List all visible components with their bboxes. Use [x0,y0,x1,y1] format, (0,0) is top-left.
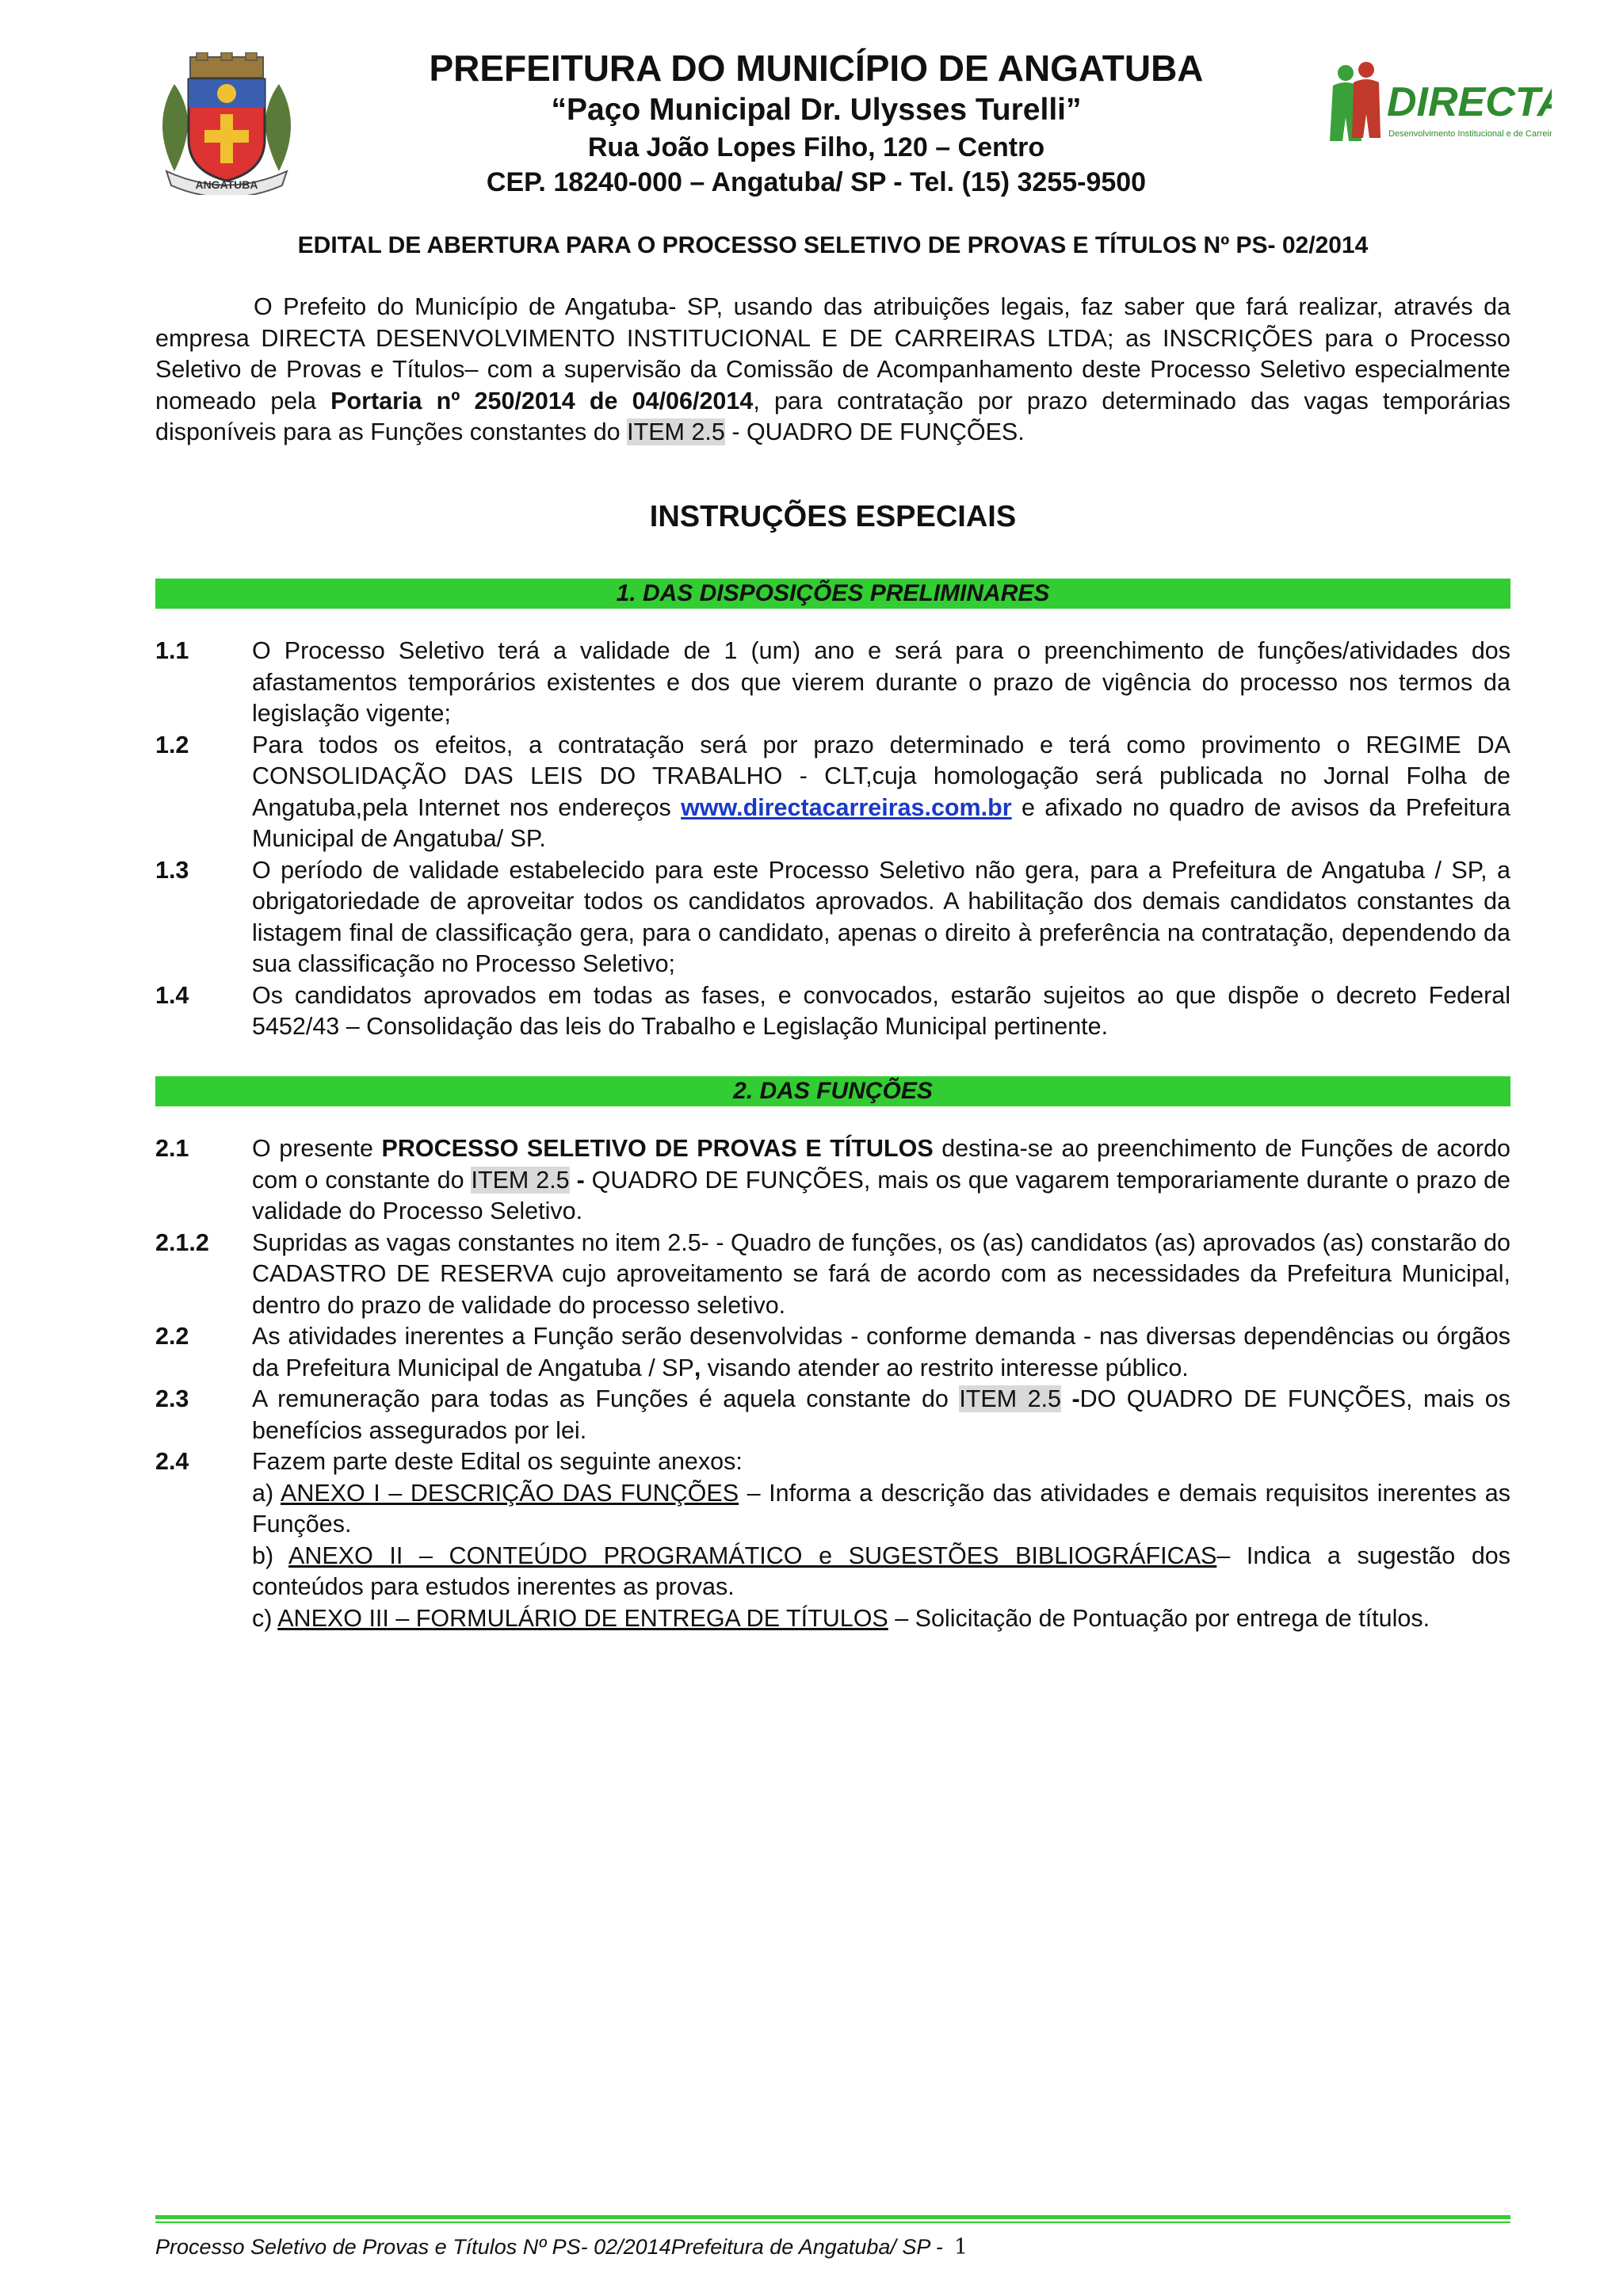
item-text: Fazem parte deste Edital os seguinte anexos: [252,1448,743,1475]
municipality-title: PREFEITURA DO MUNICÍPIO DE ANGATUBA [429,48,1204,89]
list-item [155,855,1510,980]
annex-description: – Informa a descrição das atividades e demais requisitos inerentes as Funções. [252,1479,1510,1538]
page-number: 1 [953,2235,968,2260]
item-text: Para todos os efeitos, a contratação será por prazo determinado e terá como provimento o REGIME DA CONSOLIDAÇÃO DAS LEIS DO TRABALHO - CLT,cuja homologação será publicada no Jornal Folha de Angatuba,pela Internet nos endereços [252,731,1510,821]
item-number: 1.3 [155,856,189,884]
item-bold-dash: - [1061,1385,1080,1412]
instructions-heading: INSTRUÇÕES ESPECIAIS [649,500,1017,533]
annex-title: ANEXO II – CONTEÚDO PROGRAMÁTICO e SUGESTÕES BIBLIOGRÁFICAS [288,1541,1217,1569]
section-1-items [155,636,1510,1043]
item-text: As atividades inerentes a Função serão desenvolvidas - conforme demanda - nas diversas dependências ou órgãos da Prefeitura Municipal de Angatuba / SP [252,1323,1510,1381]
item-2-5-reference: ITEM 2.5 [627,418,725,445]
item-text: A remuneração para todas as Funções é aquela constante do [252,1385,960,1412]
portaria-reference: Portaria nº 250/2014 de 04/06/2014 [330,387,754,415]
edital-title: EDITAL DE ABERTURA PARA O PROCESSO SELETIVO DE PROVAS E TÍTULOS Nº PS- 02/2014 [297,232,1369,258]
intro-text-1: O Prefeito do Município de Angatuba- SP, usando das atribuições legais, faz saber que fará realizar, através da empresa DIRECTA DESENVOLVIMENTO INSTITUCIONAL E DE CARREIRAS LTDA; as INSCRIÇÕES para o Processo Seletivo de Provas e Títulos– com a supervisão da Comissão de Acompanhamento deste Processo Seletivo especialmente nomeado pela [155,293,1510,415]
item-text: O Processo Seletivo terá a validade de 1 (um) ano e será para o preenchimento de funções/atividades dos afastamentos temporários existentes e dos que vierem durante o prazo de vigência do processo nos termos da legislação vigente; [252,637,1510,727]
annex-entry: c) ANEXO III – FORMULÁRIO DE ENTREGA DE TÍTULOS – Solicitação de Pontuação por entrega de títulos. [252,1604,1430,1632]
footer-text: Processo Seletivo de Provas e Títulos Nº PS- 02/2014Prefeitura de Angatuba/ SP - [155,2235,943,2259]
item-2-5-reference: ITEM 2.5 [471,1166,570,1194]
item-number: 2.4 [155,1448,189,1475]
annex-entry: b) ANEXO II – CONTEÚDO PROGRAMÁTICO e SUGESTÕES BIBLIOGRÁFICAS– Indica a sugestão dos conteúdos para estudos inerentes as provas. [252,1541,1511,1600]
item-bold-text: PROCESSO SELETIVO DE PROVAS E TÍTULOS [381,1135,934,1162]
item-number: 1.4 [155,981,189,1009]
item-text: QUADRO DE FUNÇÕES, mais os que vagarem temporariamente durante o prazo de validade do Processo Seletivo. [252,1166,1511,1224]
item-text: destina-se ao preenchimento de Funções de acordo com o constante do [252,1135,1510,1194]
contact-line: CEP. 18240-000 – Angatuba/ SP - Tel. (15) 3255-9500 [486,167,1147,197]
list-item [155,1133,1510,1228]
list-item [155,730,1510,855]
item-bold-dash: - [569,1166,585,1194]
item-number: 2.2 [155,1323,189,1350]
list-item [155,1228,1510,1322]
section-1-header: 1. DAS DISPOSIÇÕES PRELIMINARES [155,579,1510,609]
annex-title: ANEXO III – FORMULÁRIO DE ENTREGA DE TÍTULOS [277,1604,888,1632]
crest-ribbon-text: ANGATUBA [195,178,258,191]
list-item [155,1384,1510,1446]
address-line: Rua João Lopes Filho, 120 – Centro [587,132,1045,162]
item-text: Supridas as vagas constantes no item 2.5- - Quadro de funções, os (as) candidatos (as) aprovados (as) constarão do CADASTRO DE RESERVA cujo aproveitamento se fará de acordo com as necessidades da Prefeitura Municipal, dentro do prazo de validade do processo seletivo. [252,1228,1510,1319]
page-footer [155,2231,968,2264]
item-number: 2.1 [155,1135,189,1162]
footer-divider-thin [155,2222,1510,2223]
item-number: 1.2 [155,731,189,758]
item-text: DO QUADRO DE FUNÇÕES, mais os benefícios assegurados por lei. [252,1385,1510,1444]
item-number: 2.3 [155,1385,189,1412]
letterhead [333,46,1300,200]
item-text: e afixado no quadro de avisos da Prefeitura Municipal de Angatuba/ SP. [252,793,1510,852]
list-item [155,1321,1510,1384]
annex-description: – Indica a sugestão dos conteúdos para estudos inerentes as provas. [252,1541,1511,1600]
list-item [155,1446,1510,1634]
item-text: O período de validade estabelecido para este Processo Seletivo não gera, para a Prefeitura de Angatuba / SP, a obrigatoriedade de aproveitar todos os candidatos aprovados. A habilitação dos demais candidatos constantes da listagem final de classificação gera, para o candidato, apenas o direito à preferência na contratação, dependendo da sua classificação no Processo Seletivo; [252,856,1510,977]
building-subtitle: “Paço Municipal Dr. Ulysses Turelli” [551,93,1082,127]
intro-paragraph [155,292,1510,449]
annex-title: ANEXO I – DESCRIÇÃO DAS FUNÇÕES [280,1479,739,1507]
item-text: Os candidatos aprovados em todas as fases, e convocados, estarão sujeitos ao que dispõe o decreto Federal 5452/43 – Consolidação das leis do Trabalho e Legislação Municipal pertinente. [252,981,1510,1040]
item-number: 2.1.2 [155,1228,209,1256]
directa-logo [1322,62,1552,157]
intro-text-3: - QUADRO DE FUNÇÕES. [724,418,1025,445]
annex-entry: a) ANEXO I – DESCRIÇÃO DAS FUNÇÕES – Informa a descrição das atividades e demais requisitos inerentes as Funções. [252,1479,1510,1538]
item-text: O presente [252,1135,382,1162]
section-2-header: 2. DAS FUNÇÕES [155,1076,1510,1106]
item-2-5-reference: ITEM 2.5 [959,1385,1062,1412]
section-2-items [155,1133,1510,1634]
annex-description: – Solicitação de Pontuação por entrega de títulos. [888,1604,1430,1632]
directa-website-link[interactable]: www.directacarreiras.com.br [681,793,1012,821]
municipal-crest-logo [143,52,311,195]
item-number: 1.1 [155,637,189,664]
intro-text-2: , para contratação por prazo determinado das vagas temporárias disponíveis para as Funções constantes do [155,387,1511,445]
item-bold-text: , [693,1354,701,1381]
directa-wordmark: DIRECTA [1387,79,1552,125]
footer-divider [155,2215,1510,2219]
item-text: visando atender ao restrito interesse público. [701,1354,1189,1381]
list-item [155,980,1510,1043]
list-item [155,636,1510,730]
directa-tagline: Desenvolvimento Institucional e de Carreiras [1388,129,1552,139]
